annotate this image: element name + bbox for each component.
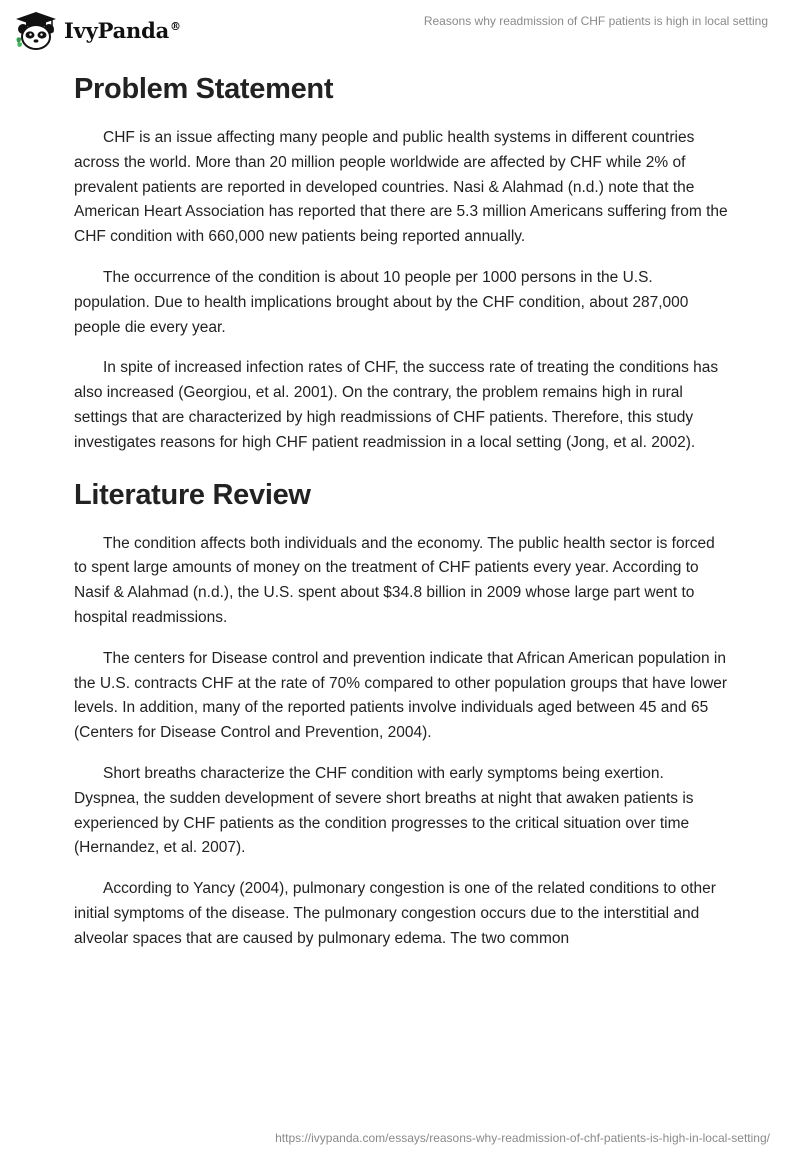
- document-title: Reasons why readmission of CHF patients is high in local setting: [423, 14, 768, 28]
- paragraph: The occurrence of the condition is about 10 people per 1000 persons in the U.S. population. Due to health implications brought about by the CHF condition, about 287,000 people die every year.: [74, 268, 689, 336]
- section-heading-problem-statement: Problem Statement: [74, 73, 334, 105]
- panda-logo-icon: [14, 10, 58, 50]
- brand-name: IvyPanda®: [64, 17, 181, 43]
- paragraph: According to Yancy (2004), pulmonary congestion is one of the related conditions to other initial symptoms of the disease. The pulmonary congestion occurs due to the interstitial and alveolar spaces that are caused by pulmonary edema. The two common: [74, 880, 716, 947]
- paragraph: The centers for Disease control and prevention indicate that African American population in the U.S. contracts CHF at the rate of 70% compared to other population groups that have lower levels. In addition, many of the reported patients involve individuals aged between 45 and 65 (Centers for Disease Control and Prevention, 2004).: [74, 649, 728, 742]
- paragraph: The condition affects both individuals and the economy. The public health sector is forced to spent large amounts of money on the treatment of CHF patients every year. According to Nasif & Alahmad (n.d.), the U.S. spent about $34.8 billion in 2009 whose large part went to hospital readmissions.: [74, 534, 715, 626]
- source-url[interactable]: https://ivypanda.com/essays/reasons-why-readmission-of-chf-patients-is-high-in-local-setting/: [275, 1131, 770, 1145]
- paragraph: CHF is an issue affecting many people and public health systems in different countries across the world. More than 20 million people worldwide are affected by CHF while 2% of prevalent patients are reported in developed countries. Nasi & Alahmad (n.d.) note that the American Heart Association has reported that there are 5.3 million Americans suffering from the CHF condition with 660,000 new patients being reported annually.: [74, 129, 728, 246]
- essay-content: [74, 66, 728, 968]
- paragraph: Short breaths characterize the CHF condition with early symptoms being exertion. Dyspnea, the sudden development of severe short breaths at night that awaken patients is experienced by CHF patients as the condition progresses to the critical situation over time (Hernandez, et al. 2007).: [74, 764, 694, 857]
- brand-logo[interactable]: [14, 8, 181, 52]
- section-heading-literature-review: Literature Review: [74, 478, 311, 511]
- paragraph: In spite of increased infection rates of CHF, the success rate of treating the conditions has also increased (Georgiou, et al. 2001). On the contrary, the problem remains high in rural settings that are characterized by high readmissions of CHF patients. Therefore, this study investigates reasons for high CHF patient readmission in a local setting (Jong, et al. 2002).: [74, 359, 719, 451]
